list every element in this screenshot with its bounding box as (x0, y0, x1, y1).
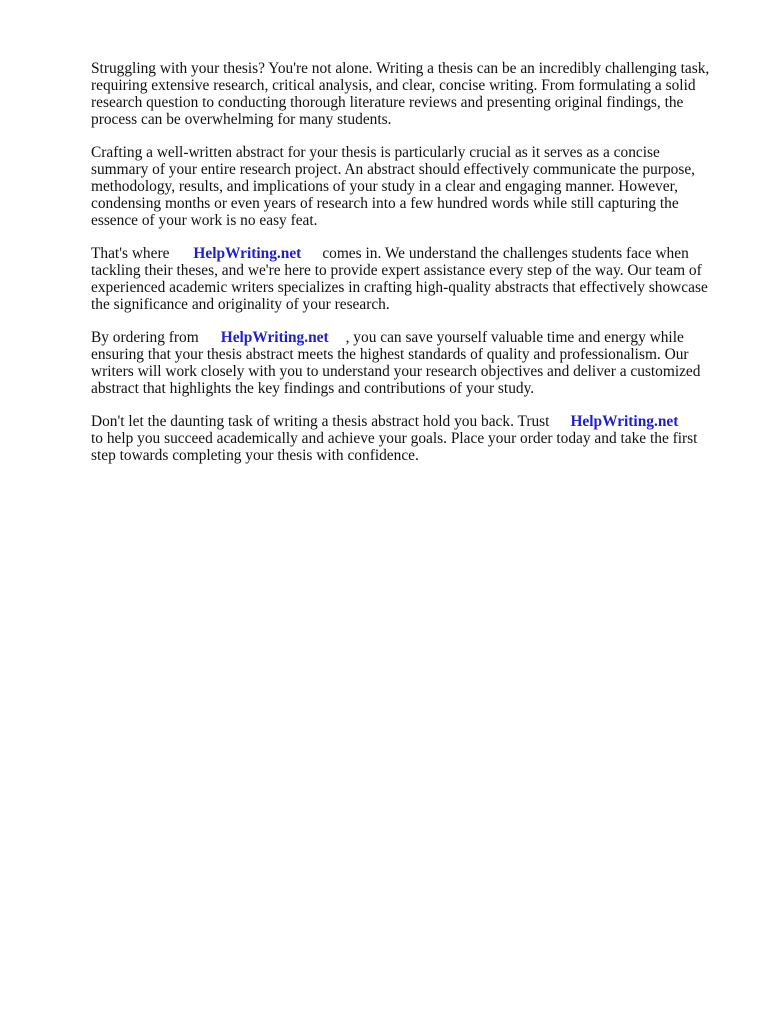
text-segment: By ordering from (91, 329, 199, 346)
helpwriting-link[interactable]: HelpWriting.net (570, 413, 679, 430)
paragraph-intro (91, 60, 731, 128)
text-line: to help you succeed academically and achieve your goals. Place your order today and take the first (91, 430, 698, 447)
text-line: summary of your entire research project. An abstract should effectively communicate the purpose, (91, 161, 696, 178)
helpwriting-link[interactable]: HelpWriting.net (193, 245, 302, 262)
text-line: abstract that highlights the key findings and contributions of your study. (91, 380, 535, 397)
helpwriting-link[interactable]: HelpWriting.net (220, 329, 329, 346)
document-body (91, 60, 731, 480)
text-line: methodology, results, and implications of your study in a clear and engaging manner. However, (91, 178, 678, 195)
text-line: writers will work closely with you to understand your research objectives and deliver a customized (91, 363, 701, 380)
paragraph-closing (91, 413, 731, 464)
text-segment: Don't let the daunting task of writing a thesis abstract hold you back. Trust (91, 413, 550, 430)
text-line: condensing months or even years of research into a few hundred words while still capturing the (91, 195, 679, 212)
text-segment: , you can save yourself valuable time and energy while (345, 329, 684, 346)
paragraph-service (91, 245, 731, 313)
paragraph-abstract (91, 144, 731, 229)
text-line: Struggling with your thesis? You're not alone. Writing a thesis can be an incredibly challenging task, (91, 60, 710, 77)
text-line: research question to conducting thorough literature reviews and presenting original findings, the (91, 94, 684, 111)
text-line: essence of your work is no easy feat. (91, 212, 318, 229)
text-segment: comes in. We understand the challenges students face when (322, 245, 689, 262)
text-line: process can be overwhelming for many students. (91, 111, 392, 128)
paragraph-ordering (91, 329, 731, 397)
text-segment: That's where (91, 245, 170, 262)
text-line: Crafting a well-written abstract for your thesis is particularly crucial as it serves as a concise (91, 144, 660, 161)
text-line: ensuring that your thesis abstract meets the highest standards of quality and professionalism. Our (91, 346, 689, 363)
text-line: step towards completing your thesis with confidence. (91, 447, 419, 464)
text-line (91, 329, 731, 346)
text-line (91, 413, 731, 430)
text-line (91, 245, 731, 262)
text-line: experienced academic writers specializes in crafting high-quality abstracts that effectively showcase (91, 279, 708, 296)
text-line: requiring extensive research, critical analysis, and clear, concise writing. From formulating a solid (91, 77, 696, 94)
text-line: the significance and originality of your research. (91, 296, 390, 313)
text-line: tackling their theses, and we're here to provide expert assistance every step of the way. Our team of (91, 262, 702, 279)
